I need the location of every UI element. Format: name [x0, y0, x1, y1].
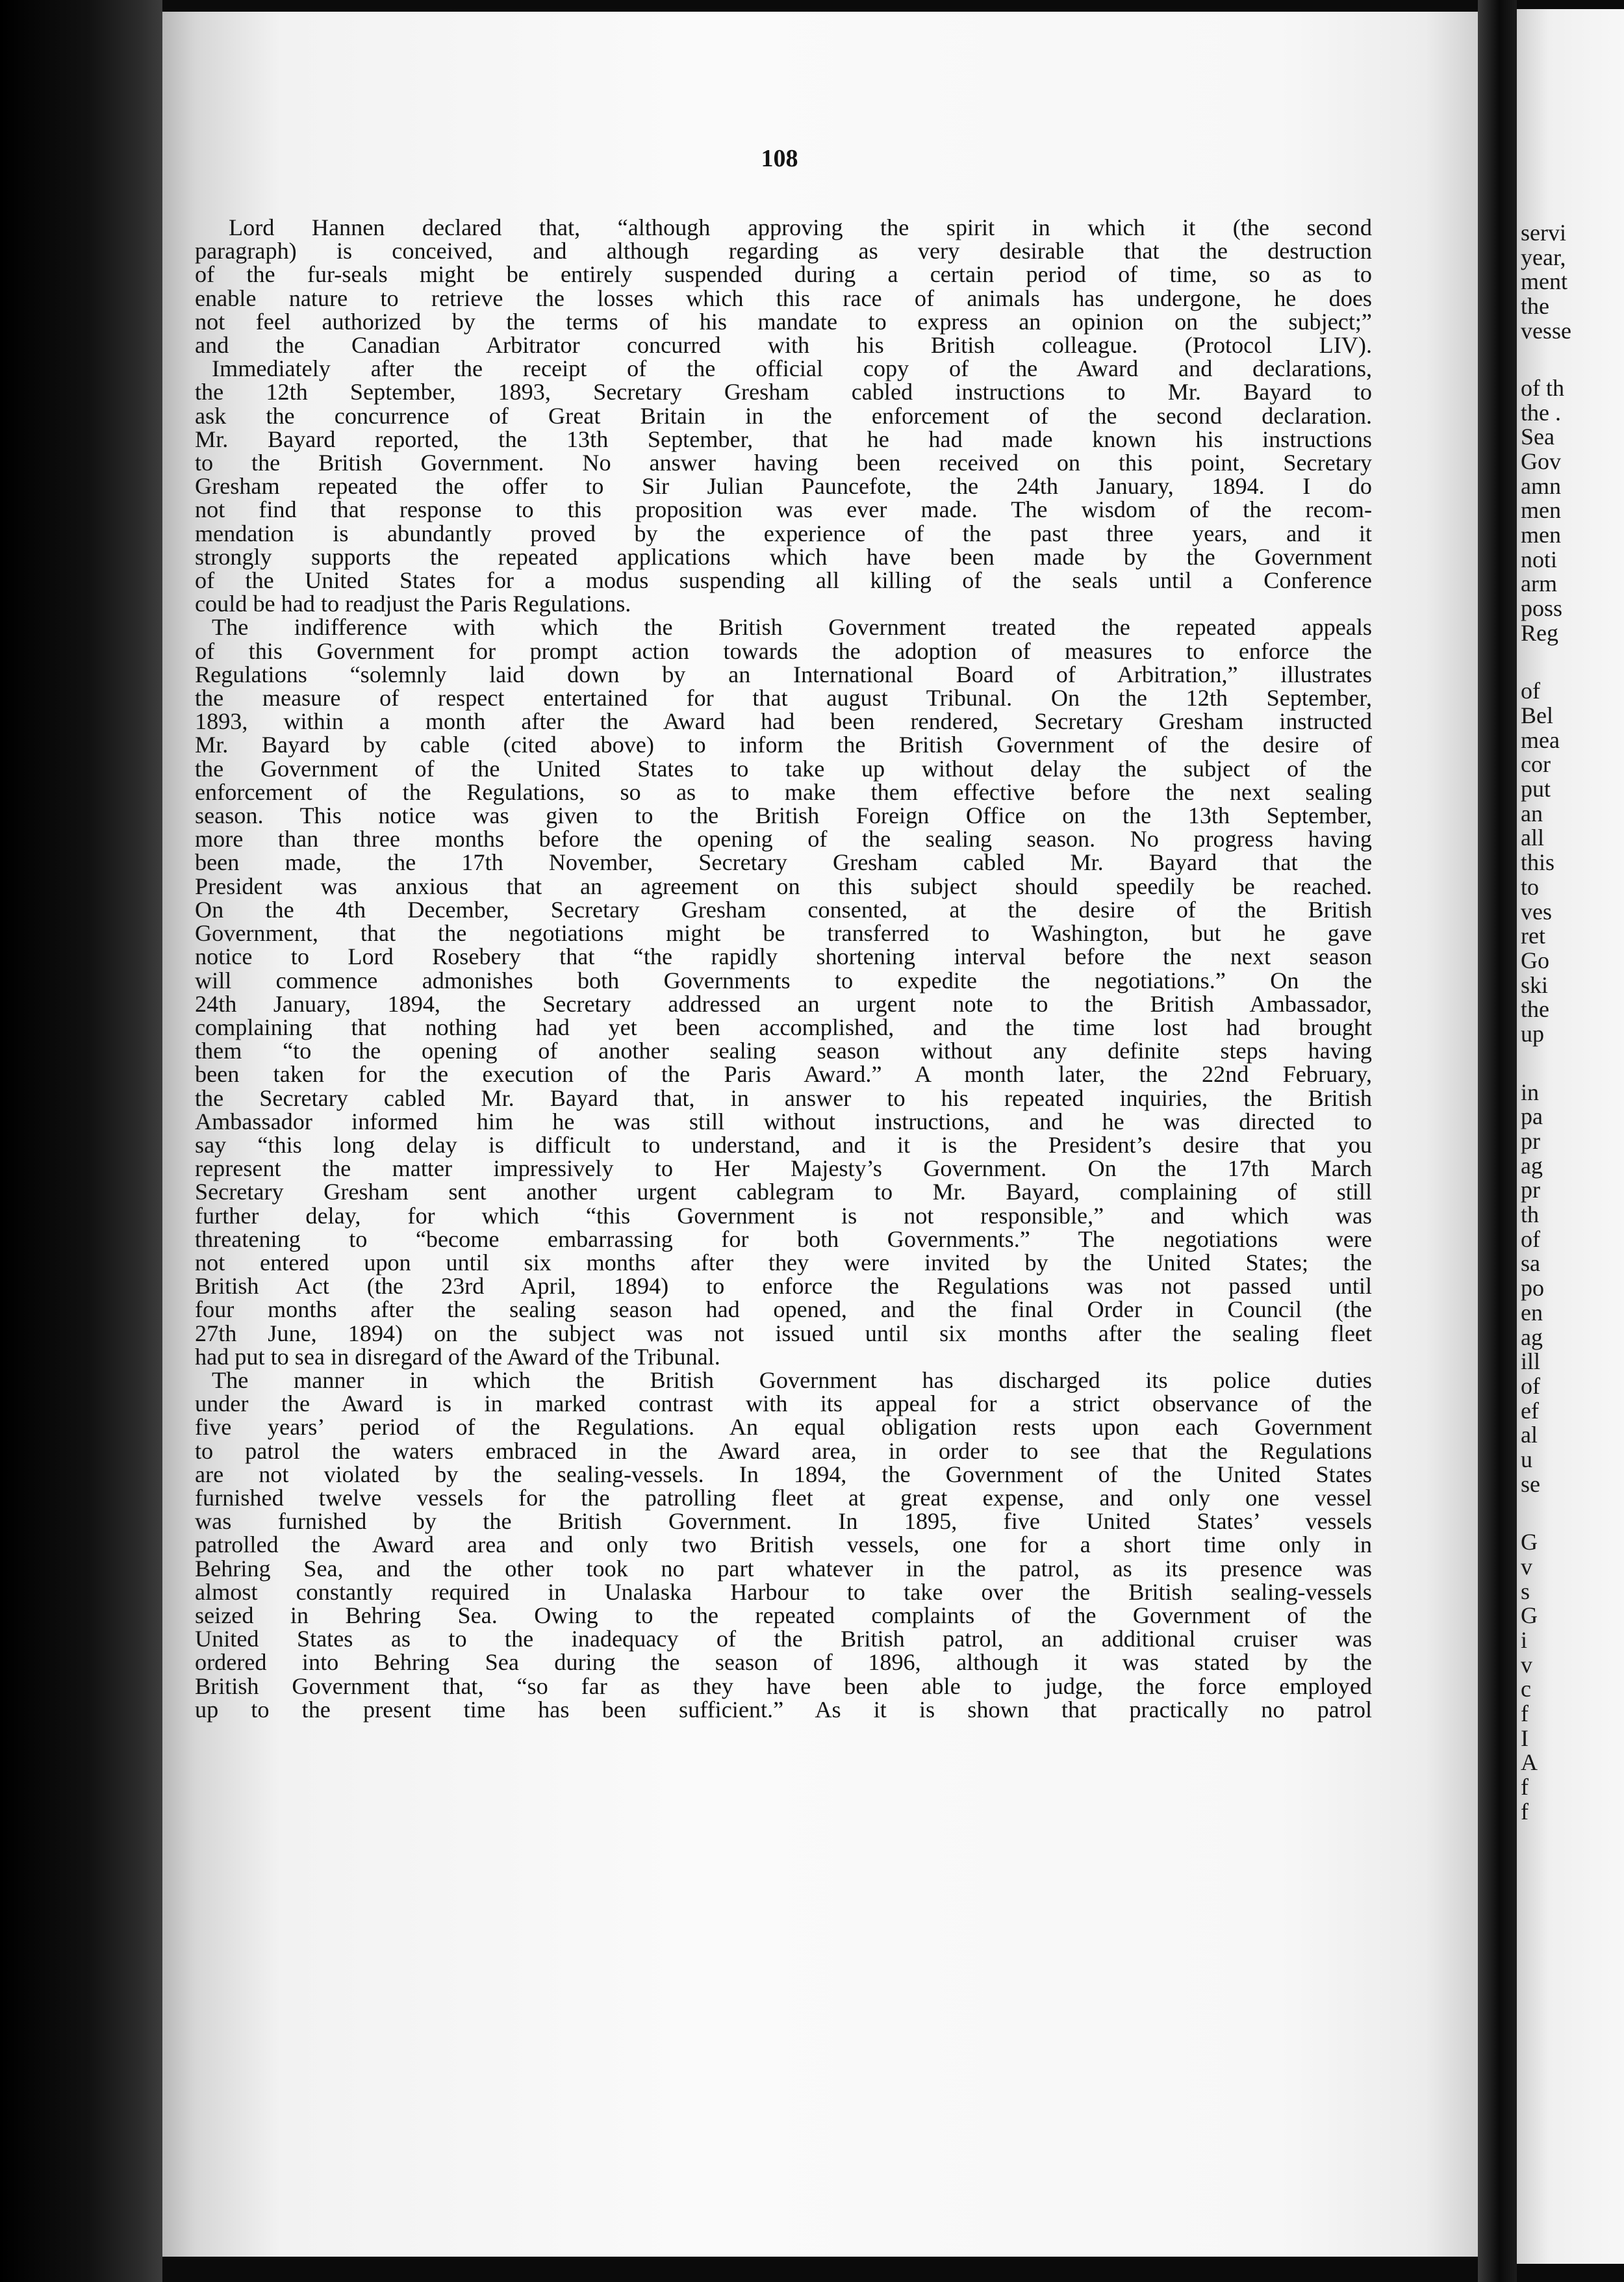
facing-page-word-fragment: A: [1521, 1749, 1538, 1775]
facing-page-word-fragment: the .: [1521, 400, 1561, 426]
text-line: Secretary Gresham sent another urgent cablegram to Mr. Bayard, complaining of still: [195, 1179, 1372, 1205]
text-line: of the United States for a modus suspending all killing of the seals until a Conference: [195, 567, 1372, 594]
facing-page-word-fragment: of: [1521, 1373, 1540, 1399]
text-line: was furnished by the British Government. In 1895, five United States’ vessels: [195, 1508, 1372, 1535]
text-line: Mr. Bayard reported, the 13th September, that he had made known his instructions: [195, 426, 1372, 452]
text-line: the Secretary cabled Mr. Bayard that, in answer to his repeated inquiries, the British: [195, 1084, 1372, 1111]
facing-page-word-fragment: an: [1521, 801, 1543, 827]
text-line: mendation is abundantly proved by the experience of the past three years, and it: [195, 520, 1372, 546]
text-line: five years’ period of the Regulations. An equal obligation rests upon each Government: [195, 1414, 1372, 1441]
facing-page-word-fragment: f: [1521, 1774, 1529, 1800]
text-line: the Government of the United States to take up without delay the subject of the: [195, 755, 1372, 782]
facing-page-fragment: [1517, 9, 1624, 2264]
facing-page-word-fragment: i: [1521, 1627, 1528, 1653]
facing-page-word-fragment: f: [1521, 1700, 1529, 1726]
facing-page-word-fragment: al: [1521, 1422, 1538, 1448]
facing-page-word-fragment: th: [1521, 1201, 1540, 1227]
text-line: British Act (the 23rd April, 1894) to enforce the Regulations was not passed until: [195, 1273, 1372, 1300]
facing-page-word-fragment: ski: [1521, 972, 1549, 998]
facing-page-word-fragment: G: [1521, 1602, 1538, 1628]
text-line: Ambassador informed him he was still without instructions, and he was directed to: [195, 1108, 1372, 1135]
facing-page-word-fragment: ill: [1521, 1348, 1541, 1374]
facing-page-word-fragment: en: [1521, 1300, 1543, 1326]
text-line: Mr. Bayard by cable (cited above) to inform the British Government of the desire of: [195, 732, 1372, 758]
text-line: to the British Government. No answer having been received on this point, Secretary: [195, 450, 1372, 476]
text-line: will commence admonishes both Governments to expedite the negotiations.” On the: [195, 967, 1372, 994]
facing-page-word-fragment: pa: [1521, 1103, 1543, 1129]
text-line: more than three months before the opening of the sealing season. No progress having: [195, 826, 1372, 853]
facing-page-word-fragment: arm: [1521, 570, 1557, 596]
text-line: of this Government for prompt action towards the adoption of measures to enforce the: [195, 637, 1372, 664]
text-line: could be had to readjust the Paris Regulations.: [195, 591, 631, 617]
text-line: had put to sea in disregard of the Award of the Tribunal.: [195, 1343, 720, 1370]
text-line: Gresham repeated the offer to Sir Julian Pauncefote, the 24th January, 1894. I do: [195, 473, 1372, 500]
facing-page-word-fragment: ag: [1521, 1324, 1543, 1350]
text-line: British Government that, “so far as they have been able to judge, the force employed: [195, 1673, 1372, 1699]
facing-page-word-fragment: ment: [1521, 268, 1567, 294]
text-line: Behring Sea, and the other took no part whatever in the patrol, as its presence was: [195, 1555, 1372, 1582]
facing-page-word-fragment: ef: [1521, 1398, 1539, 1424]
facing-page-word-fragment: po: [1521, 1275, 1544, 1301]
facing-page-word-fragment: this: [1521, 849, 1555, 875]
facing-page-word-fragment: I: [1521, 1725, 1529, 1751]
book-gutter: [1478, 0, 1517, 2282]
page-number: 108: [761, 145, 798, 172]
facing-page-word-fragment: year,: [1521, 244, 1566, 270]
text-line: seized in Behring Sea. Owing to the repeated complaints of the Government of the: [195, 1602, 1372, 1628]
text-line: almost constantly required in Unalaska Harbour to take over the British sealing-vessels: [195, 1578, 1372, 1605]
facing-page-word-fragment: f: [1521, 1799, 1529, 1825]
text-line: further delay, for which “this Government is not responsible,” and which was: [195, 1202, 1372, 1229]
facing-page-word-fragment: to: [1521, 874, 1540, 900]
facing-page-word-fragment: poss: [1521, 595, 1563, 621]
text-line: United States as to the inadequacy of the British patrol, an additional cruiser was: [195, 1626, 1372, 1652]
facing-page-word-fragment: up: [1521, 1021, 1544, 1047]
text-line: Immediately after the receipt of the official copy of the Award and declarations,: [212, 355, 1372, 382]
text-line: four months after the sealing season had opened, and the final Order in Council (the: [195, 1296, 1372, 1323]
text-line: under the Award is in marked contrast with its appeal for a strict observance of the: [195, 1391, 1372, 1417]
text-line: 1893, within a month after the Award had been rendered, Secretary Gresham instructed: [195, 708, 1372, 735]
text-line: are not violated by the sealing-vessels. In 1894, the Government of the United States: [195, 1461, 1372, 1487]
text-line: furnished twelve vessels for the patrolling fleet at great expense, and only one vessel: [195, 1484, 1372, 1511]
facing-page-word-fragment: amn: [1521, 473, 1561, 499]
facing-page-word-fragment: in: [1521, 1079, 1540, 1105]
facing-page-word-fragment: of th: [1521, 375, 1564, 401]
facing-page-word-fragment: c: [1521, 1676, 1531, 1702]
text-line: of the fur-seals might be entirely suspended during a certain period of time, so as to: [195, 261, 1372, 288]
facing-page-word-fragment: Sea: [1521, 424, 1554, 450]
text-line: to patrol the waters embraced in the Award area, in order to see that the Regulations: [195, 1437, 1372, 1464]
text-line: The indifference with which the British Government treated the repeated appeals: [212, 614, 1372, 641]
facing-page-word-fragment: s: [1521, 1578, 1530, 1604]
text-line: ordered into Behring Sea during the season of 1896, although it was stated by the: [195, 1649, 1372, 1676]
facing-page-word-fragment: u: [1521, 1446, 1532, 1472]
text-line: 27th June, 1894) on the subject was not issued until six months after the sealing fleet: [195, 1320, 1372, 1346]
facing-page-word-fragment: men: [1521, 522, 1561, 548]
facing-page-word-fragment: ag: [1521, 1153, 1543, 1179]
text-line: threatening to “become embarrassing for both Governments.” The negotiations were: [195, 1225, 1372, 1252]
text-line: not feel authorized by the terms of his mandate to express an opinion on the subject;”: [195, 308, 1372, 335]
text-line: Regulations “solemnly laid down by an International Board of Arbitration,” illustrates: [195, 661, 1372, 687]
text-line: up to the present time has been sufficient.” As it is shown that practically no patrol: [195, 1696, 1372, 1723]
text-line: enable nature to retrieve the losses which this race of animals has undergone, he does: [195, 285, 1372, 311]
facing-page-word-fragment: sa: [1521, 1250, 1540, 1276]
text-line: been made, the 17th November, Secretary Gresham cabled Mr. Bayard that the: [195, 849, 1372, 876]
facing-page-word-fragment: the: [1521, 996, 1549, 1022]
text-line: 24th January, 1894, the Secretary addressed an urgent note to the British Ambassador,: [195, 990, 1372, 1017]
text-line: and the Canadian Arbitrator concurred with his British colleague. (Protocol LIV).: [195, 332, 1372, 359]
text-line: been taken for the execution of the Paris Award.” A month later, the 22nd February,: [195, 1061, 1372, 1088]
facing-page-word-fragment: men: [1521, 497, 1561, 523]
facing-page-word-fragment: all: [1521, 825, 1544, 851]
text-line: represent the matter impressively to Her Majesty’s Government. On the 17th March: [195, 1155, 1372, 1182]
text-line: strongly supports the repeated applications which have been made by the Government: [195, 543, 1372, 570]
text-line: Lord Hannen declared that, “although approving the spirit in which it (the second: [229, 214, 1372, 240]
text-line: The manner in which the British Government has discharged its police duties: [212, 1366, 1372, 1393]
facing-page-word-fragment: Go: [1521, 947, 1549, 973]
facing-page-word-fragment: v: [1521, 1554, 1532, 1580]
facing-page-word-fragment: G: [1521, 1529, 1538, 1555]
facing-page-word-fragment: servi: [1521, 220, 1566, 246]
text-line: On the 4th December, Secretary Gresham consented, at the desire of the British: [195, 896, 1372, 923]
scanner-dark-margin: [0, 0, 162, 2282]
text-line: ask the concurrence of Great Britain in the enforcement of the second declaration.: [195, 402, 1372, 429]
text-line: say “this long delay is difficult to understand, and it is the President’s desire that you: [195, 1131, 1372, 1158]
text-line: season. This notice was given to the British Foreign Office on the 13th September,: [195, 802, 1372, 829]
text-line: not entered upon until six months after they were invited by the United States; the: [195, 1249, 1372, 1276]
facing-page-word-fragment: ves: [1521, 899, 1552, 925]
facing-page-word-fragment: pr: [1521, 1177, 1540, 1203]
text-line: not find that response to this proposition was ever made. The wisdom of the recom-: [195, 496, 1372, 523]
text-line: them “to the opening of another sealing season without any definite steps having: [195, 1038, 1372, 1064]
facing-page-word-fragment: of: [1521, 678, 1540, 704]
text-line: notice to Lord Rosebery that “the rapidly shortening interval before the next season: [195, 943, 1372, 970]
facing-page-word-fragment: pr: [1521, 1128, 1540, 1154]
facing-page-word-fragment: se: [1521, 1471, 1540, 1497]
text-line: the 12th September, 1893, Secretary Gresham cabled instructions to Mr. Bayard to: [195, 379, 1372, 405]
body-text: [195, 216, 1372, 1721]
facing-page-word-fragment: the: [1521, 293, 1549, 319]
facing-page-word-fragment: Gov: [1521, 448, 1561, 474]
facing-page-word-fragment: put: [1521, 776, 1551, 802]
text-line: enforcement of the Regulations, so as to make them effective before the next sealing: [195, 778, 1372, 805]
facing-page-word-fragment: vesse: [1521, 318, 1571, 344]
facing-page-word-fragment: ret: [1521, 923, 1545, 949]
facing-page-word-fragment: v: [1521, 1652, 1532, 1678]
facing-page-word-fragment: Bel: [1521, 702, 1553, 728]
facing-page-word-fragment: mea: [1521, 727, 1560, 753]
text-line: President was anxious that an agreement on this subject should speedily be reached.: [195, 873, 1372, 899]
text-line: the measure of respect entertained for that august Tribunal. On the 12th September,: [195, 685, 1372, 712]
facing-page-word-fragment: cor: [1521, 751, 1551, 777]
text-line: paragraph) is conceived, and although regarding as very desirable that the destruction: [195, 238, 1372, 264]
text-line: complaining that nothing had yet been accomplished, and the time lost had brought: [195, 1014, 1372, 1040]
text-line: patrolled the Award area and only two British vessels, one for a short time only in: [195, 1532, 1372, 1558]
facing-page-word-fragment: noti: [1521, 546, 1558, 572]
facing-page-word-fragment: of: [1521, 1226, 1540, 1252]
text-line: Government, that the negotiations might be transferred to Washington, but he gave: [195, 920, 1372, 947]
facing-page-word-fragment: Reg: [1521, 620, 1558, 646]
